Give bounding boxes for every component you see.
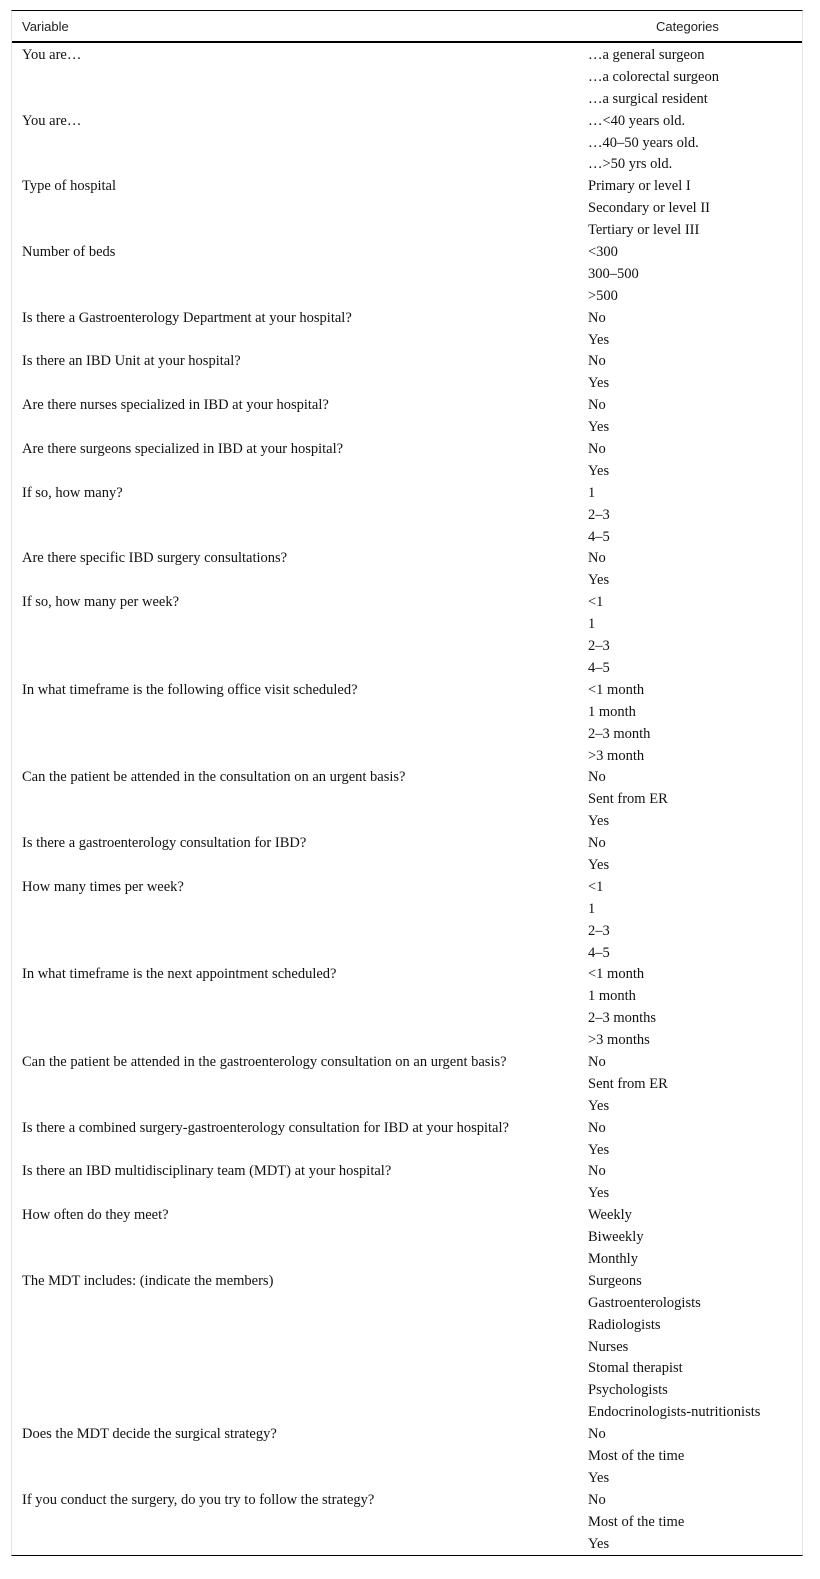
categories-cell xyxy=(588,483,802,549)
variable-cell: How many times per week? xyxy=(22,878,184,895)
category-item: >3 month xyxy=(588,747,645,764)
variable-cell: Can the patient be attended in the consultation on an urgent basis? xyxy=(22,769,406,786)
category-item: Biweekly xyxy=(588,1229,644,1246)
variable-cell: How often do they meet? xyxy=(22,1207,169,1224)
category-item: Gastroenterologists xyxy=(588,1294,701,1311)
variable-cell: Are there specific IBD surgery consultations? xyxy=(22,550,288,567)
categories-cell xyxy=(588,548,802,592)
category-item: 2–3 month xyxy=(588,725,651,742)
category-item: Yes xyxy=(588,419,610,436)
category-item: Weekly xyxy=(588,1207,632,1224)
category-item: 1 xyxy=(588,616,596,633)
category-item: Most of the time xyxy=(588,1448,685,1464)
category-item: Nurses xyxy=(588,1338,629,1355)
category-item: No xyxy=(588,1119,606,1136)
categories-cell xyxy=(588,833,802,877)
variable-cell: Type of hospital xyxy=(22,178,117,195)
category-item: Monthly xyxy=(588,1250,638,1267)
category-item: Secondary or level II xyxy=(588,200,710,217)
table-row xyxy=(12,1271,802,1424)
category-item: Yes xyxy=(588,462,610,479)
category-item: No xyxy=(588,1491,606,1508)
category-item: No xyxy=(588,397,606,414)
category-item: Yes xyxy=(588,375,610,392)
column-header-variable: Variable xyxy=(22,19,69,34)
category-item: No xyxy=(588,769,606,786)
variable-cell: If so, how many? xyxy=(22,484,123,501)
category-item: 4–5 xyxy=(588,944,610,961)
table-header xyxy=(12,11,802,43)
category-item: Sent from ER xyxy=(588,791,668,808)
category-item: Yes xyxy=(588,856,610,873)
variable-cell: If so, how many per week? xyxy=(22,594,180,611)
category-item: Yes xyxy=(588,1469,610,1486)
table-row xyxy=(12,680,802,768)
table-row xyxy=(12,1118,802,1162)
table-row xyxy=(12,1052,802,1118)
category-item: 1 month xyxy=(588,988,636,1005)
table-row xyxy=(12,242,802,308)
table-row xyxy=(12,1161,802,1205)
category-item: No xyxy=(588,835,606,852)
column-header-categories: Categories xyxy=(656,19,719,34)
variable-cell: Does the MDT decide the surgical strategy? xyxy=(22,1426,277,1443)
categories-cell xyxy=(588,351,802,395)
category-item: Yes xyxy=(588,572,610,589)
category-item: <1 xyxy=(588,878,604,895)
table-body xyxy=(12,45,802,1555)
table-row xyxy=(12,592,802,680)
categories-cell xyxy=(588,680,802,768)
category-item: 300–500 xyxy=(588,265,639,282)
categories-cell xyxy=(588,176,802,242)
category-item: 2–3 xyxy=(588,638,610,655)
table-row xyxy=(12,833,802,877)
category-item: >500 xyxy=(588,287,618,304)
survey-table xyxy=(11,10,803,1556)
category-item: …a general surgeon xyxy=(588,47,705,63)
table-row xyxy=(12,767,802,833)
category-item: <1 xyxy=(588,594,604,611)
category-item: 1 month xyxy=(588,703,636,720)
category-item: No xyxy=(588,309,606,326)
category-item: Primary or level I xyxy=(588,178,691,195)
category-item: 2–3 months xyxy=(588,1010,657,1027)
category-item: 4–5 xyxy=(588,528,610,545)
variable-cell: In what timeframe is the next appointment scheduled? xyxy=(22,966,337,983)
variable-cell: Can the patient be attended in the gastroenterology consultation on an urgent basis? xyxy=(22,1053,507,1070)
variable-cell: Are there nurses specialized in IBD at your hospital? xyxy=(22,397,329,414)
categories-cell xyxy=(588,1271,802,1424)
table-row xyxy=(12,1490,802,1556)
category-item: Stomal therapist xyxy=(588,1360,683,1377)
category-item: Yes xyxy=(588,1535,610,1552)
variable-cell: Is there a Gastroenterology Department at your hospital? xyxy=(22,309,352,326)
table-row xyxy=(12,351,802,395)
category-item: Surgeons xyxy=(588,1272,642,1289)
category-item: Radiologists xyxy=(588,1316,661,1333)
category-item: …40–50 years old. xyxy=(588,134,699,151)
category-item: Tertiary or level III xyxy=(588,222,700,239)
table-row xyxy=(12,439,802,483)
category-item: <1 month xyxy=(588,966,645,983)
categories-cell xyxy=(588,45,802,111)
variable-cell: Number of beds xyxy=(22,244,116,261)
categories-cell xyxy=(588,1161,802,1205)
categories-cell xyxy=(588,1490,802,1556)
variable-cell: Is there an IBD multidisciplinary team (MDT) at your hospital? xyxy=(22,1163,392,1180)
category-item: Yes xyxy=(588,1097,610,1114)
category-item: 2–3 xyxy=(588,506,610,523)
category-item: Yes xyxy=(588,813,610,830)
table-row xyxy=(12,483,802,549)
category-item: No xyxy=(588,353,606,370)
categories-cell xyxy=(588,964,802,1052)
category-item: Sent from ER xyxy=(588,1075,668,1092)
table-row xyxy=(12,964,802,1052)
variable-cell: Is there a gastroenterology consultation for IBD? xyxy=(22,835,307,852)
table-row xyxy=(12,548,802,592)
category-item: No xyxy=(588,550,606,567)
categories-cell xyxy=(588,1118,802,1162)
variable-cell: You are… xyxy=(22,47,82,63)
categories-cell xyxy=(588,592,802,680)
category-item: <1 month xyxy=(588,681,645,698)
category-item: No xyxy=(588,1053,606,1070)
categories-cell xyxy=(588,877,802,965)
category-item: …<40 years old. xyxy=(588,112,686,129)
categories-cell xyxy=(588,439,802,483)
categories-cell xyxy=(588,111,802,177)
table-row xyxy=(12,395,802,439)
category-item: Yes xyxy=(588,1185,610,1202)
categories-cell xyxy=(588,767,802,833)
table-row xyxy=(12,45,802,111)
category-item: 1 xyxy=(588,900,596,917)
categories-cell xyxy=(588,242,802,308)
variable-cell: The MDT includes: (indicate the members) xyxy=(22,1272,274,1289)
variable-cell: Are there surgeons specialized in IBD at your hospital? xyxy=(22,441,344,458)
category-item: …a surgical resident xyxy=(588,90,708,107)
categories-cell xyxy=(588,308,802,352)
category-item: No xyxy=(588,1163,606,1180)
table-row xyxy=(12,877,802,965)
variable-cell: In what timeframe is the following office visit scheduled? xyxy=(22,681,358,698)
category-item: >3 months xyxy=(588,1032,650,1049)
category-item: Most of the time xyxy=(588,1513,685,1530)
category-item: …>50 yrs old. xyxy=(588,156,673,173)
table-row xyxy=(12,308,802,352)
table-row xyxy=(12,176,802,242)
category-item: Yes xyxy=(588,331,610,348)
category-item: No xyxy=(588,441,606,458)
categories-cell xyxy=(588,1052,802,1118)
variable-cell: Is there a combined surgery-gastroenterology consultation for IBD at your hospital? xyxy=(22,1119,509,1136)
category-item: 2–3 xyxy=(588,922,610,939)
categories-cell xyxy=(588,1205,802,1271)
table-row xyxy=(12,1205,802,1271)
table-row xyxy=(12,111,802,177)
category-item: …a colorectal surgeon xyxy=(588,68,719,85)
category-item: <300 xyxy=(588,244,618,261)
category-item: Yes xyxy=(588,1141,610,1158)
categories-cell xyxy=(588,395,802,439)
category-item: No xyxy=(588,1426,606,1443)
category-item: 4–5 xyxy=(588,659,610,676)
categories-cell xyxy=(588,1424,802,1490)
variable-cell: You are… xyxy=(22,112,82,129)
variable-cell: If you conduct the surgery, do you try to follow the strategy? xyxy=(22,1491,375,1508)
category-item: 1 xyxy=(588,484,596,501)
category-item: Endocrinologists-nutritionists xyxy=(588,1404,761,1421)
category-item: Psychologists xyxy=(588,1382,668,1399)
variable-cell: Is there an IBD Unit at your hospital? xyxy=(22,353,241,370)
table-row xyxy=(12,1424,802,1490)
